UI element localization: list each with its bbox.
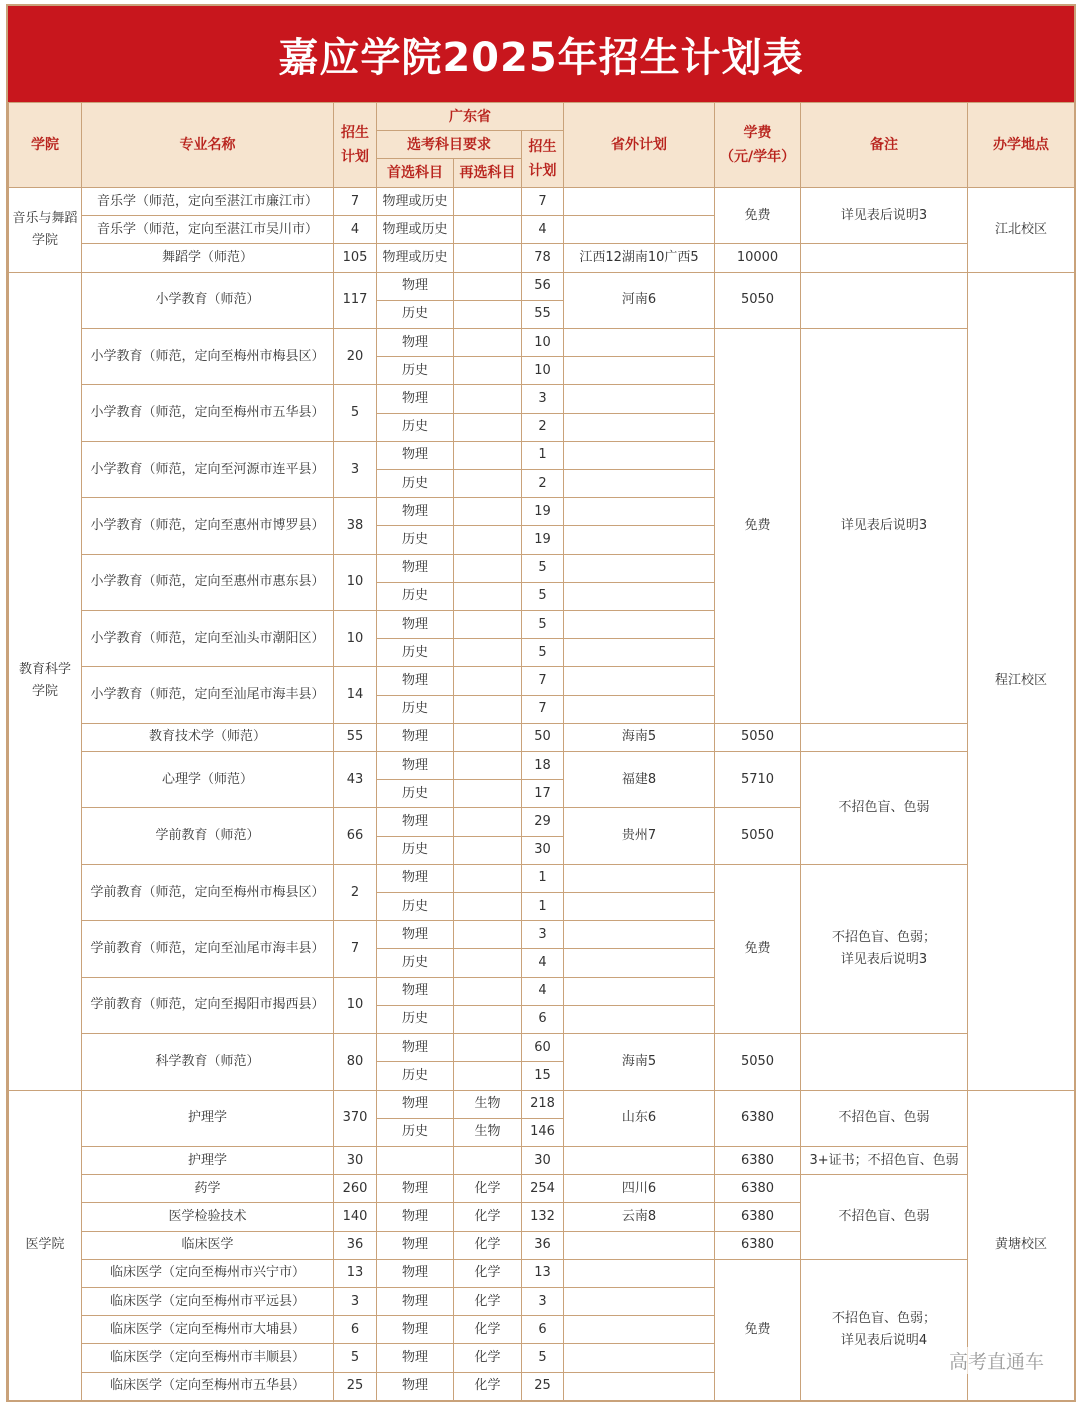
first-subject-cell: 物理或历史 [377, 188, 454, 216]
gd-quota-cell: 15 [522, 1062, 564, 1090]
second-subject-cell [454, 413, 522, 441]
first-subject-cell: 历史 [377, 949, 454, 977]
first-subject-cell: 物理 [377, 1175, 454, 1203]
outside-plan-cell: 云南8 [564, 1203, 715, 1231]
major-name-cell: 音乐学（师范，定向至湛江市吴川市） [82, 216, 334, 244]
total-quota-cell: 3 [334, 1287, 377, 1315]
header-outside-plan: 省外计划 [564, 103, 715, 188]
gd-quota-cell: 1 [522, 893, 564, 921]
total-quota-cell: 10 [334, 554, 377, 610]
major-name-cell: 小学教育（师范） [82, 272, 334, 328]
outside-plan-cell: 山东6 [564, 1090, 715, 1146]
major-name-cell: 临床医学（定向至梅州市五华县） [82, 1372, 334, 1400]
gd-quota-cell: 7 [522, 667, 564, 695]
gd-quota-cell: 132 [522, 1203, 564, 1231]
first-subject-cell: 物理 [377, 1034, 454, 1062]
remarks-cell: 不招色盲、色弱 [801, 752, 968, 865]
gd-quota-cell: 10 [522, 329, 564, 357]
fee-cell: 6380 [715, 1203, 801, 1231]
gd-quota-cell: 7 [522, 188, 564, 216]
second-subject-cell: 化学 [454, 1287, 522, 1315]
total-quota-cell: 13 [334, 1259, 377, 1287]
outside-plan-cell: 贵州7 [564, 808, 715, 864]
total-quota-cell: 3 [334, 441, 377, 497]
major-name-cell: 小学教育（师范，定向至梅州市梅县区） [82, 329, 334, 385]
outside-plan-cell [564, 1372, 715, 1400]
fee-cell: 5050 [715, 1034, 801, 1090]
remarks-cell: 不招色盲、色弱 [801, 1090, 968, 1146]
total-quota-cell: 80 [334, 1034, 377, 1090]
first-subject-cell: 物理 [377, 1344, 454, 1372]
outside-plan-cell [564, 893, 715, 921]
total-quota-cell: 105 [334, 244, 377, 272]
first-subject-cell: 历史 [377, 1005, 454, 1033]
first-subject-cell: 历史 [377, 695, 454, 723]
total-quota-cell: 25 [334, 1372, 377, 1400]
first-subject-cell: 历史 [377, 893, 454, 921]
gd-quota-cell: 25 [522, 1372, 564, 1400]
outside-plan-cell [564, 216, 715, 244]
outside-plan-cell [564, 554, 715, 582]
outside-plan-cell [564, 441, 715, 469]
table-row [9, 752, 1075, 780]
major-name-cell: 学前教育（师范） [82, 808, 334, 864]
major-name-cell: 小学教育（师范，定向至汕尾市海丰县） [82, 667, 334, 723]
first-subject-cell: 历史 [377, 1118, 454, 1146]
outside-plan-cell [564, 357, 715, 385]
remarks-cell [801, 1034, 968, 1090]
first-subject-cell: 物理 [377, 977, 454, 1005]
second-subject-cell [454, 723, 522, 751]
major-name-cell: 临床医学（定向至梅州市大埔县） [82, 1316, 334, 1344]
gd-quota-cell: 19 [522, 526, 564, 554]
gd-quota-cell: 19 [522, 498, 564, 526]
header-second-subject: 再选科目 [454, 159, 522, 188]
gd-quota-cell: 29 [522, 808, 564, 836]
outside-plan-cell [564, 188, 715, 216]
gd-quota-cell: 254 [522, 1175, 564, 1203]
second-subject-cell: 化学 [454, 1316, 522, 1344]
major-name-cell: 临床医学（定向至梅州市兴宁市） [82, 1259, 334, 1287]
gd-quota-cell: 30 [522, 1146, 564, 1174]
first-subject-cell: 物理 [377, 808, 454, 836]
outside-plan-cell [564, 498, 715, 526]
outside-plan-cell [564, 582, 715, 610]
fee-cell: 5050 [715, 723, 801, 751]
outside-plan-cell: 河南6 [564, 272, 715, 328]
second-subject-cell [454, 1062, 522, 1090]
header-location: 办学地点 [968, 103, 1075, 188]
outside-plan-cell [564, 1231, 715, 1259]
first-subject-cell: 历史 [377, 836, 454, 864]
second-subject-cell [454, 949, 522, 977]
major-name-cell: 科学教育（师范） [82, 1034, 334, 1090]
second-subject-cell [454, 300, 522, 328]
first-subject-cell: 历史 [377, 300, 454, 328]
second-subject-cell [454, 357, 522, 385]
first-subject-cell: 物理 [377, 329, 454, 357]
outside-plan-cell [564, 949, 715, 977]
second-subject-cell [454, 272, 522, 300]
second-subject-cell [454, 526, 522, 554]
first-subject-cell: 物理 [377, 611, 454, 639]
total-quota-cell: 14 [334, 667, 377, 723]
college-name-cell: 医学院 [9, 1090, 82, 1400]
second-subject-cell: 化学 [454, 1259, 522, 1287]
second-subject-cell: 生物 [454, 1090, 522, 1118]
total-quota-cell: 38 [334, 498, 377, 554]
major-name-cell: 药学 [82, 1175, 334, 1203]
first-subject-cell: 物理 [377, 723, 454, 751]
major-name-cell: 教育技术学（师范） [82, 723, 334, 751]
gd-quota-cell: 4 [522, 977, 564, 1005]
fee-cell: 5050 [715, 272, 801, 328]
table-row [9, 329, 1075, 357]
second-subject-cell [454, 441, 522, 469]
outside-plan-cell [564, 921, 715, 949]
major-name-cell: 音乐学（师范，定向至湛江市廉江市） [82, 188, 334, 216]
second-subject-cell [454, 1146, 522, 1174]
gd-quota-cell: 2 [522, 470, 564, 498]
total-quota-cell: 30 [334, 1146, 377, 1174]
gd-quota-cell: 5 [522, 611, 564, 639]
fee-cell: 6380 [715, 1231, 801, 1259]
second-subject-cell [454, 582, 522, 610]
gd-quota-cell: 55 [522, 300, 564, 328]
major-name-cell: 临床医学（定向至梅州市丰顺县） [82, 1344, 334, 1372]
outside-plan-cell [564, 695, 715, 723]
table-row [9, 1034, 1075, 1062]
second-subject-cell [454, 329, 522, 357]
plan-document [6, 4, 1076, 1402]
header-gd-quota: 招生 计划 [522, 131, 564, 188]
first-subject-cell: 历史 [377, 470, 454, 498]
header-major: 专业名称 [82, 103, 334, 188]
outside-plan-cell: 海南5 [564, 723, 715, 751]
fee-cell: 5710 [715, 752, 801, 808]
gd-quota-cell: 5 [522, 582, 564, 610]
major-name-cell: 医学检验技术 [82, 1203, 334, 1231]
table-row [9, 272, 1075, 300]
fee-cell: 6380 [715, 1175, 801, 1203]
second-subject-cell [454, 752, 522, 780]
gd-quota-cell: 7 [522, 695, 564, 723]
gd-quota-cell: 2 [522, 413, 564, 441]
major-name-cell: 小学教育（师范，定向至汕头市潮阳区） [82, 611, 334, 667]
outside-plan-cell [564, 329, 715, 357]
first-subject-cell: 物理 [377, 385, 454, 413]
gd-quota-cell: 1 [522, 441, 564, 469]
first-subject-cell: 物理 [377, 272, 454, 300]
gd-quota-cell: 6 [522, 1316, 564, 1344]
location-cell: 江北校区 [968, 188, 1075, 273]
fee-cell: 免费 [715, 329, 801, 724]
enrollment-plan-table [8, 102, 1075, 1401]
second-subject-cell: 生物 [454, 1118, 522, 1146]
gd-quota-cell: 4 [522, 949, 564, 977]
major-name-cell: 学前教育（师范，定向至汕尾市海丰县） [82, 921, 334, 977]
remarks-cell: 详见表后说明3 [801, 329, 968, 724]
header-guangdong: 广东省 [377, 103, 564, 131]
major-name-cell: 学前教育（师范，定向至梅州市梅县区） [82, 864, 334, 920]
total-quota-cell: 10 [334, 977, 377, 1033]
first-subject-cell: 历史 [377, 582, 454, 610]
gd-quota-cell: 6 [522, 1005, 564, 1033]
gd-quota-cell: 4 [522, 216, 564, 244]
first-subject-cell: 物理 [377, 1259, 454, 1287]
second-subject-cell [454, 977, 522, 1005]
outside-plan-cell [564, 526, 715, 554]
total-quota-cell: 7 [334, 188, 377, 216]
table-row [9, 244, 1075, 272]
outside-plan-cell [564, 1259, 715, 1287]
second-subject-cell: 化学 [454, 1344, 522, 1372]
total-quota-cell: 7 [334, 921, 377, 977]
table-row [9, 1090, 1075, 1118]
second-subject-cell [454, 639, 522, 667]
gd-quota-cell: 218 [522, 1090, 564, 1118]
gd-quota-cell: 17 [522, 780, 564, 808]
second-subject-cell: 化学 [454, 1175, 522, 1203]
outside-plan-cell [564, 1344, 715, 1372]
gd-quota-cell: 18 [522, 752, 564, 780]
gd-quota-cell: 56 [522, 272, 564, 300]
second-subject-cell [454, 188, 522, 216]
remarks-cell [801, 723, 968, 751]
remarks-cell: 3+证书；不招色盲、色弱 [801, 1146, 968, 1174]
second-subject-cell [454, 385, 522, 413]
fee-cell: 6380 [715, 1090, 801, 1146]
second-subject-cell [454, 864, 522, 892]
table-row [9, 1259, 1075, 1287]
second-subject-cell: 化学 [454, 1231, 522, 1259]
first-subject-cell: 物理 [377, 1287, 454, 1315]
total-quota-cell: 5 [334, 385, 377, 441]
total-quota-cell: 370 [334, 1090, 377, 1146]
first-subject-cell: 物理 [377, 498, 454, 526]
second-subject-cell [454, 244, 522, 272]
first-subject-cell: 历史 [377, 357, 454, 385]
outside-plan-cell [564, 667, 715, 695]
gd-quota-cell: 50 [522, 723, 564, 751]
outside-plan-cell [564, 611, 715, 639]
second-subject-cell [454, 216, 522, 244]
gd-quota-cell: 3 [522, 921, 564, 949]
second-subject-cell [454, 836, 522, 864]
gd-quota-cell: 10 [522, 357, 564, 385]
gd-quota-cell: 36 [522, 1231, 564, 1259]
fee-cell: 10000 [715, 244, 801, 272]
header-remarks: 备注 [801, 103, 968, 188]
header-first-subject: 首选科目 [377, 159, 454, 188]
gd-quota-cell: 5 [522, 1344, 564, 1372]
first-subject-cell: 物理 [377, 554, 454, 582]
page-title: 嘉应学院2025年招生计划表 [8, 6, 1074, 102]
header-subject-req: 选考科目要求 [377, 131, 522, 159]
header-quota: 招生 计划 [334, 103, 377, 188]
fee-cell: 免费 [715, 1259, 801, 1400]
second-subject-cell [454, 695, 522, 723]
first-subject-cell: 物理 [377, 441, 454, 469]
second-subject-cell [454, 1005, 522, 1033]
major-name-cell: 护理学 [82, 1146, 334, 1174]
second-subject-cell [454, 498, 522, 526]
first-subject-cell: 物理 [377, 1316, 454, 1344]
gd-quota-cell: 60 [522, 1034, 564, 1062]
gd-quota-cell: 146 [522, 1118, 564, 1146]
second-subject-cell [454, 667, 522, 695]
college-name-cell: 教育科学 学院 [9, 272, 82, 1090]
total-quota-cell: 260 [334, 1175, 377, 1203]
major-name-cell: 小学教育（师范，定向至惠州市惠东县） [82, 554, 334, 610]
outside-plan-cell [564, 1146, 715, 1174]
total-quota-cell: 10 [334, 611, 377, 667]
second-subject-cell [454, 554, 522, 582]
second-subject-cell [454, 611, 522, 639]
gd-quota-cell: 78 [522, 244, 564, 272]
table-header-row [9, 103, 1075, 131]
table-row [9, 723, 1075, 751]
total-quota-cell: 6 [334, 1316, 377, 1344]
remarks-cell: 详见表后说明3 [801, 188, 968, 244]
major-name-cell: 小学教育（师范，定向至梅州市五华县） [82, 385, 334, 441]
watermark-text: 高考直通车 [947, 1347, 1046, 1374]
total-quota-cell: 20 [334, 329, 377, 385]
second-subject-cell [454, 808, 522, 836]
first-subject-cell [377, 1146, 454, 1174]
total-quota-cell: 2 [334, 864, 377, 920]
location-cell: 黄塘校区 [968, 1090, 1075, 1400]
outside-plan-cell: 海南5 [564, 1034, 715, 1090]
location-cell: 程江校区 [968, 272, 1075, 1090]
fee-cell: 5050 [715, 808, 801, 864]
fee-cell: 免费 [715, 864, 801, 1033]
total-quota-cell: 66 [334, 808, 377, 864]
second-subject-cell [454, 780, 522, 808]
gd-quota-cell: 5 [522, 639, 564, 667]
total-quota-cell: 4 [334, 216, 377, 244]
outside-plan-cell [564, 864, 715, 892]
fee-cell: 6380 [715, 1146, 801, 1174]
first-subject-cell: 物理 [377, 864, 454, 892]
total-quota-cell: 5 [334, 1344, 377, 1372]
outside-plan-cell [564, 470, 715, 498]
major-name-cell: 护理学 [82, 1090, 334, 1146]
header-fee: 学费 （元/学年） [715, 103, 801, 188]
fee-cell: 免费 [715, 188, 801, 244]
remarks-cell [801, 244, 968, 272]
outside-plan-cell [564, 385, 715, 413]
outside-plan-cell: 四川6 [564, 1175, 715, 1203]
first-subject-cell: 历史 [377, 1062, 454, 1090]
remarks-cell [801, 272, 968, 328]
first-subject-cell: 物理或历史 [377, 244, 454, 272]
first-subject-cell: 物理 [377, 667, 454, 695]
major-name-cell: 小学教育（师范，定向至惠州市博罗县） [82, 498, 334, 554]
gd-quota-cell: 1 [522, 864, 564, 892]
table-row [9, 1175, 1075, 1203]
header-college: 学院 [9, 103, 82, 188]
remarks-cell: 不招色盲、色弱 [801, 1175, 968, 1260]
major-name-cell: 小学教育（师范，定向至河源市连平县） [82, 441, 334, 497]
gd-quota-cell: 3 [522, 385, 564, 413]
first-subject-cell: 物理 [377, 1372, 454, 1400]
gd-quota-cell: 13 [522, 1259, 564, 1287]
table-row [9, 864, 1075, 892]
second-subject-cell [454, 1034, 522, 1062]
first-subject-cell: 物理 [377, 1090, 454, 1118]
total-quota-cell: 36 [334, 1231, 377, 1259]
first-subject-cell: 历史 [377, 639, 454, 667]
outside-plan-cell [564, 1316, 715, 1344]
second-subject-cell [454, 893, 522, 921]
major-name-cell: 学前教育（师范，定向至揭阳市揭西县） [82, 977, 334, 1033]
major-name-cell: 心理学（师范） [82, 752, 334, 808]
second-subject-cell [454, 470, 522, 498]
first-subject-cell: 物理 [377, 921, 454, 949]
total-quota-cell: 117 [334, 272, 377, 328]
outside-plan-cell [564, 413, 715, 441]
first-subject-cell: 物理 [377, 752, 454, 780]
first-subject-cell: 历史 [377, 413, 454, 441]
table-row [9, 1146, 1075, 1174]
remarks-cell: 不招色盲、色弱； 详见表后说明3 [801, 864, 968, 1033]
table-row [9, 188, 1075, 216]
total-quota-cell: 55 [334, 723, 377, 751]
remarks-cell: 不招色盲、色弱； 详见表后说明4 [801, 1259, 968, 1400]
first-subject-cell: 物理或历史 [377, 216, 454, 244]
second-subject-cell: 化学 [454, 1203, 522, 1231]
gd-quota-cell: 5 [522, 554, 564, 582]
gd-quota-cell: 3 [522, 1287, 564, 1315]
major-name-cell: 舞蹈学（师范） [82, 244, 334, 272]
college-name-cell: 音乐与舞蹈 学院 [9, 188, 82, 273]
second-subject-cell: 化学 [454, 1372, 522, 1400]
outside-plan-cell: 福建8 [564, 752, 715, 808]
total-quota-cell: 43 [334, 752, 377, 808]
major-name-cell: 临床医学 [82, 1231, 334, 1259]
outside-plan-cell [564, 1005, 715, 1033]
outside-plan-cell: 江西12湖南10广西5 [564, 244, 715, 272]
second-subject-cell [454, 921, 522, 949]
outside-plan-cell [564, 1287, 715, 1315]
gd-quota-cell: 30 [522, 836, 564, 864]
major-name-cell: 临床医学（定向至梅州市平远县） [82, 1287, 334, 1315]
total-quota-cell: 140 [334, 1203, 377, 1231]
first-subject-cell: 历史 [377, 780, 454, 808]
first-subject-cell: 历史 [377, 526, 454, 554]
outside-plan-cell [564, 977, 715, 1005]
first-subject-cell: 物理 [377, 1231, 454, 1259]
outside-plan-cell [564, 639, 715, 667]
first-subject-cell: 物理 [377, 1203, 454, 1231]
